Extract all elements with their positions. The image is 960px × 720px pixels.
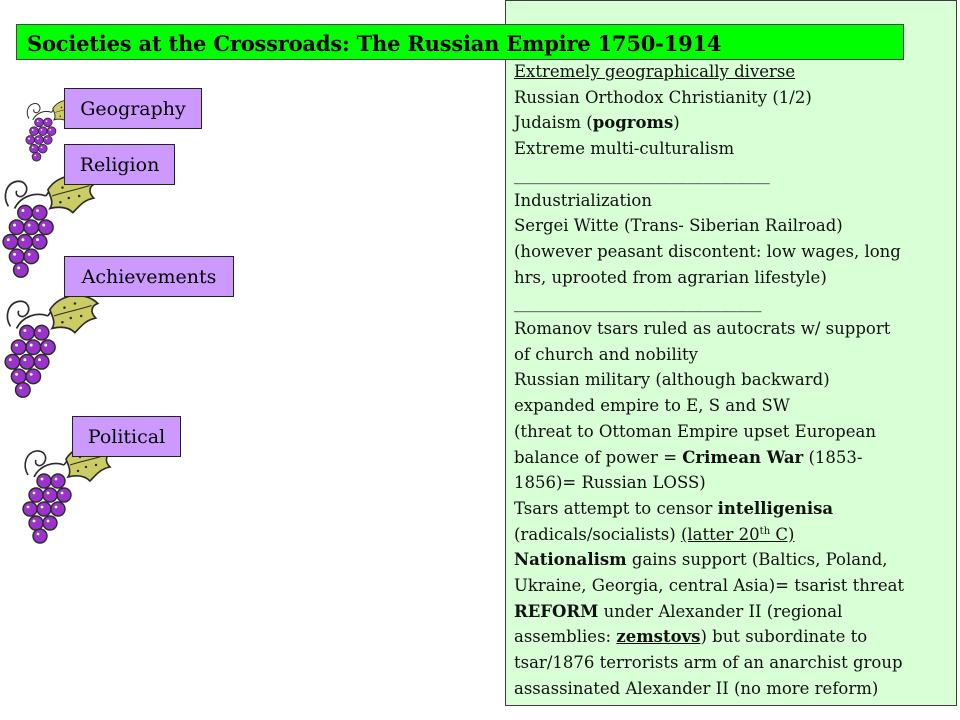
notes-text <box>514 59 954 702</box>
nav-label-religion[interactable] <box>64 144 175 185</box>
divider: _______________________________ <box>514 164 770 184</box>
page-title: Societies at the Crossroads: The Russian Empire 1750-1914 <box>27 31 722 56</box>
political-threat-1: (threat to Ottoman Empire upset European <box>514 421 876 441</box>
political-romanov-1: Romanov tsars ruled as autocrats w/ support <box>514 319 891 339</box>
nav-label-geography[interactable] <box>64 88 202 129</box>
political-romanov-2: of church and nobility <box>514 344 698 364</box>
nav-label-text: Geography <box>80 97 186 120</box>
political-threat-3: 1856)= Russian LOSS) <box>514 473 706 493</box>
political-military-2: expanded empire to E, S and SW <box>514 396 790 416</box>
political-radicals: (radicals/socialists) (latter 20th C) <box>514 524 795 544</box>
political-nationalism-1: Nationalism gains support (Baltics, Poland, <box>514 550 888 570</box>
religion-judaism: Judaism (pogroms) <box>514 113 680 133</box>
nav-label-text: Achievements <box>81 265 217 288</box>
grape-cluster-icon <box>2 284 102 400</box>
achievement-witte: Sergei Witte (Trans- Siberian Railroad) <box>514 216 843 236</box>
political-nationalism-2: Ukraine, Georgia, central Asia)= tsarist threat <box>514 576 905 596</box>
political-military-1: Russian military (although backward) <box>514 370 830 390</box>
divider: ______________________________ <box>514 293 762 313</box>
political-threat-2: balance of power = Crimean War (1853- <box>514 447 863 467</box>
nav-label-text: Political <box>87 425 166 448</box>
nav-label-text: Religion <box>79 153 160 176</box>
nav-label-achievements[interactable] <box>64 256 234 297</box>
political-assemblies: assemblies: zemstovs) but subordinate to <box>514 627 868 647</box>
political-reform: REFORM under Alexander II (regional <box>514 601 843 621</box>
achievement-discontent-2: hrs, uprooted from agrarian lifestyle) <box>514 267 827 287</box>
achievement-discontent-1: (however peasant discontent: low wages, long <box>514 241 901 261</box>
nav-label-political[interactable] <box>72 416 181 457</box>
religion-orthodox: Russian Orthodox Christianity (1/2) <box>514 87 812 107</box>
political-terrorists: tsar/1876 terrorists arm of an anarchist group <box>514 653 903 673</box>
religion-multiculturalism: Extreme multi-culturalism <box>514 139 735 159</box>
political-assassination: assassinated Alexander II (no more reform) <box>514 678 879 698</box>
geo-line: Extremely geographically diverse <box>514 62 796 81</box>
achievement-industrialization: Industrialization <box>514 190 652 210</box>
political-censor: Tsars attempt to censor intelligenisa <box>514 498 834 518</box>
